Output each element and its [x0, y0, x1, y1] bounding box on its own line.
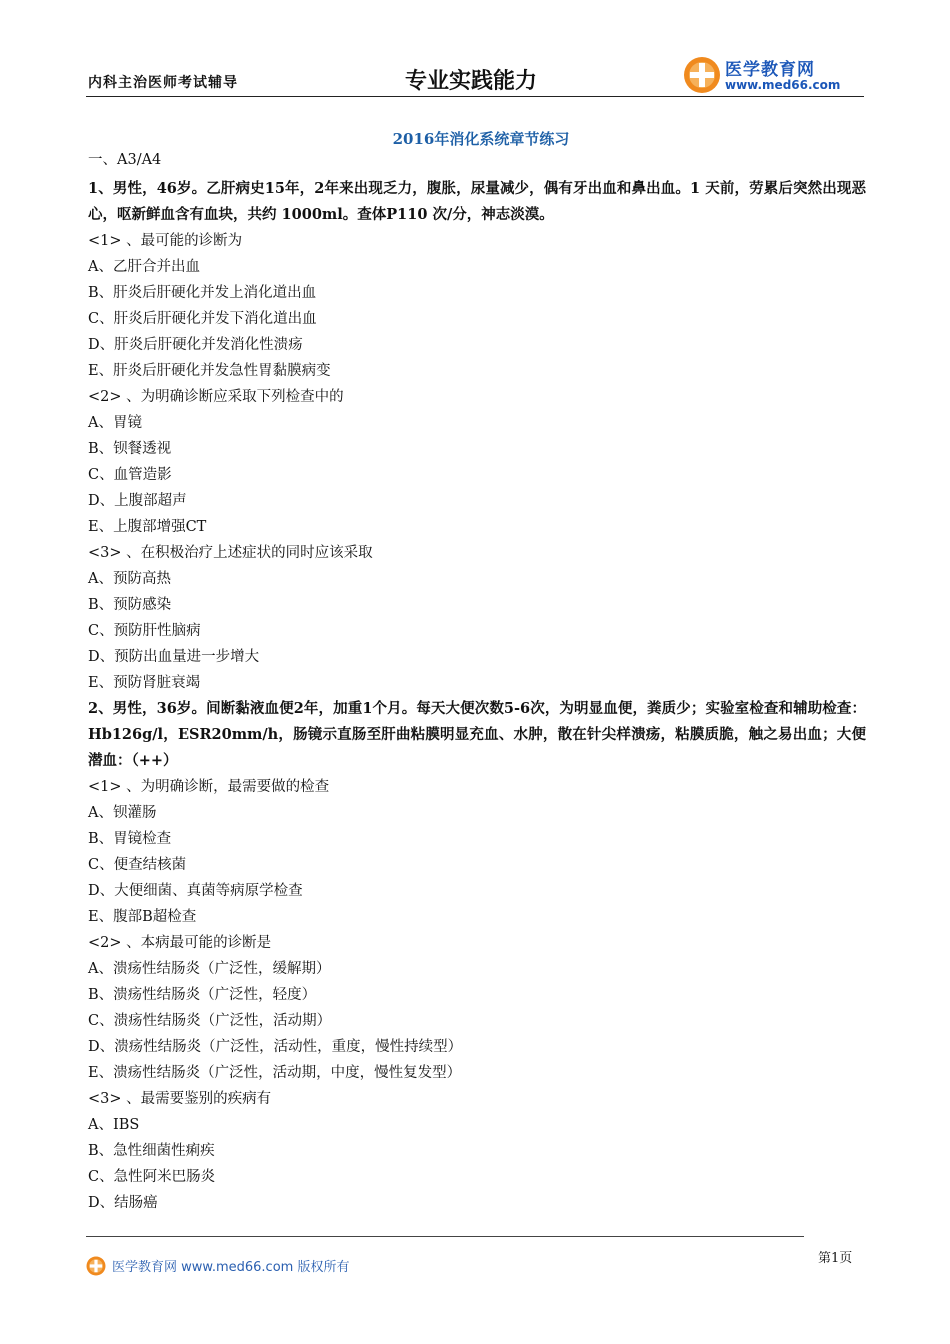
answer-option: A、预防高热: [88, 571, 171, 587]
answer-option: D、上腹部超声: [88, 493, 187, 509]
answer-option: C、肝炎后肝硬化并发下消化道出血: [88, 311, 317, 327]
header-divider: [86, 96, 864, 97]
answer-option: D、预防出血量进一步增大: [88, 649, 260, 665]
sub-question: <1> 、最可能的诊断为: [88, 233, 243, 249]
answer-option: E、肝炎后肝硬化并发急性胃黏膜病变: [88, 363, 331, 379]
answer-option: B、急性细菌性痢疾: [88, 1143, 215, 1159]
document-title: 2016年消化系统章节练习: [392, 130, 570, 148]
answer-option: A、溃疡性结肠炎（广泛性，缓解期）: [88, 961, 331, 977]
answer-option: A、IBS: [88, 1117, 140, 1133]
answer-option: C、溃疡性结肠炎（广泛性，活动期）: [88, 1013, 332, 1029]
answer-option: C、预防肝性脑病: [88, 623, 201, 639]
document-body: [88, 124, 866, 1216]
page-number: 第1页: [818, 1251, 853, 1266]
logo-cross-icon: [683, 56, 721, 94]
sub-question: <3> 、最需要鉴别的疾病有: [88, 1091, 272, 1107]
question-list: [88, 176, 866, 1216]
answer-option: A、胃镜: [88, 415, 142, 431]
answer-option: B、钡餐透视: [88, 441, 172, 457]
footer-logo-icon: [86, 1256, 106, 1276]
answer-option: B、预防感染: [88, 597, 172, 613]
answer-option: B、溃疡性结肠炎（广泛性，轻度）: [88, 987, 317, 1003]
question-stem: 2、男性，36岁。间断黏液血便2年，加重1个月。每天大便次数5-6次，为明显血便，粪质少；实验室检查和辅助检查：Hb126g/l，ESR20mm/h，肠镜示直肠至肝曲粘膜明显充血、水肿，散在针尖样溃疡，粘膜质脆，触之易出血；大便潜血：（++）: [88, 700, 866, 769]
answer-option: C、急性阿米巴肠炎: [88, 1169, 216, 1185]
footer-copyright: 医学教育网 www.med66.com 版权所有: [112, 1260, 350, 1275]
answer-option: E、溃疡性结肠炎（广泛性，活动期，中度，慢性复发型）: [88, 1065, 462, 1081]
answer-option: E、腹部B超检查: [88, 909, 197, 925]
question-block: [88, 176, 866, 696]
question-block: [88, 696, 866, 1216]
answer-option: B、肝炎后肝硬化并发上消化道出血: [88, 285, 317, 301]
logo-name: 医学教育网: [725, 60, 815, 80]
answer-option: E、上腹部增强CT: [88, 519, 207, 535]
section-heading: 一、A3/A4: [88, 152, 162, 168]
answer-option: A、乙肝合并出血: [88, 259, 200, 275]
answer-option: D、结肠癌: [88, 1195, 158, 1211]
header-course-label: 内科主治医师考试辅导: [88, 75, 238, 91]
answer-option: D、肝炎后肝硬化并发消化性溃疡: [88, 337, 303, 353]
med66-logo: [683, 55, 865, 97]
answer-option: A、钡灌肠: [88, 805, 157, 821]
question-stem: 1、男性，46岁。乙肝病史15年，2年来出现乏力，腹胀，尿量减少，偶有牙出血和鼻出血。1 天前，劳累后突然出现恶心，呕新鲜血含有血块，共约 1000ml。查体P110 次/分，神志淡漠。: [88, 180, 866, 223]
header-subject-title: 专业实践能力: [405, 69, 538, 94]
sub-question: <3> 、在积极治疗上述症状的同时应该采取: [88, 545, 373, 561]
sub-question: <1> 、为明确诊断，最需要做的检查: [88, 779, 330, 795]
answer-option: B、胃镜检查: [88, 831, 172, 847]
answer-option: D、大便细菌、真菌等病原学检查: [88, 883, 303, 899]
answer-option: D、溃疡性结肠炎（广泛性，活动性，重度，慢性持续型）: [88, 1039, 463, 1055]
sub-question: <2> 、本病最可能的诊断是: [88, 935, 272, 951]
answer-option: C、便查结核菌: [88, 857, 187, 873]
logo-url: www.med66.com: [725, 78, 841, 92]
answer-option: C、血管造影: [88, 467, 172, 483]
sub-question: <2> 、为明确诊断应采取下列检查中的: [88, 389, 344, 405]
answer-option: E、预防肾脏衰竭: [88, 675, 201, 691]
footer-divider: [86, 1236, 804, 1237]
